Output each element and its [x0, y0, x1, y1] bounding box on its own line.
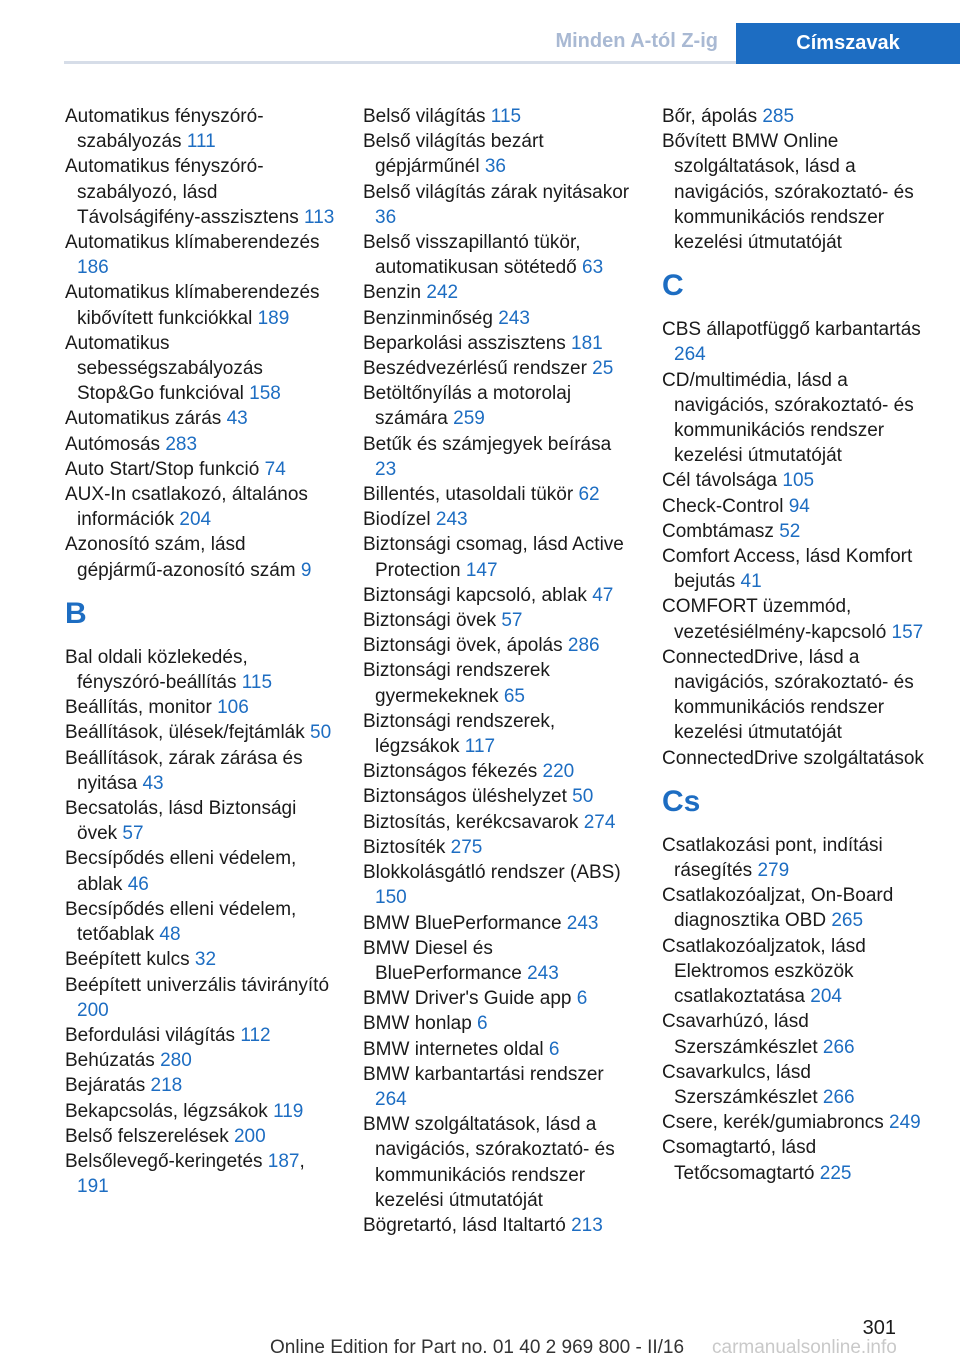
page-link[interactable]: 275: [450, 836, 483, 858]
page-link[interactable]: 105: [782, 470, 815, 492]
index-entry: [363, 709, 633, 759]
index-entry-text: Behúzatás: [65, 1050, 161, 1072]
page-link[interactable]: 57: [122, 823, 144, 845]
index-entry-text: Betöltőnyílás a motorolaj számára: [363, 383, 572, 430]
index-entry-text: Csomagtartó, lásd Tetőcsomagtartó: [662, 1137, 820, 1184]
index-entry: [65, 1073, 335, 1098]
index-entry: [363, 936, 633, 986]
index-entry: [662, 317, 930, 367]
index-entry-text: Becsípődés elleni védelem, tetőablak: [65, 898, 297, 946]
page-link[interactable]: 213: [571, 1214, 603, 1236]
index-entry: [363, 331, 633, 356]
page-link[interactable]: 57: [501, 610, 523, 632]
index-entry-text: Belső visszapillantó tükör, automatikusan sötétedő: [363, 232, 583, 279]
index-entry: [662, 645, 930, 746]
page-link[interactable]: 283: [165, 433, 198, 455]
page-link[interactable]: 106: [217, 697, 249, 719]
index-entry-text: BMW honlap: [363, 1013, 478, 1035]
index-entry: [65, 532, 335, 582]
index-entry: [65, 973, 335, 1023]
index-entry-text: Becsípődés elleni védelem, ablak: [65, 848, 297, 895]
page-link[interactable]: 46: [127, 873, 149, 895]
page-link[interactable]: 115: [490, 106, 522, 127]
page-link[interactable]: 147: [465, 559, 498, 581]
page-link[interactable]: 220: [542, 761, 575, 783]
page-link[interactable]: 158: [249, 383, 281, 405]
page-number: 301: [862, 1317, 896, 1339]
index-entry: [662, 594, 930, 644]
index-entry-text: Bőr, ápolás: [662, 106, 763, 127]
index-entry-text: Csatlakozási pont, indítási rásegítés: [662, 834, 883, 882]
index-entry-text: Biodízel: [363, 509, 436, 531]
index-entry: [662, 519, 930, 544]
header-section-title: Minden A-tól Z-ig: [555, 30, 718, 52]
index-entry-text: Csere, kerék/gumiabroncs: [662, 1112, 890, 1134]
page-link[interactable]: 115: [241, 672, 273, 694]
index-entry: [363, 356, 633, 381]
index-entry: [65, 482, 335, 532]
page-link[interactable]: 243: [435, 509, 468, 531]
index-entry: [65, 746, 335, 796]
index-entry-text: Belső világítás: [363, 106, 491, 127]
index-entry: [363, 633, 633, 658]
index-entry: [662, 368, 930, 469]
index-entry-text: Automatikus fényszóró-szabályozás: [65, 106, 264, 153]
index-entry: [662, 833, 930, 883]
page-link[interactable]: 32: [194, 949, 217, 971]
index-entry: [662, 1009, 930, 1059]
index-entry-text: Automatikus zárás: [65, 408, 227, 430]
index-entry-text: Automatikus klímaberendezés: [65, 232, 320, 254]
index-entry-text: Comfort Access, lásd Komfort bejutás: [662, 546, 913, 593]
page-separator: ,: [299, 1150, 305, 1172]
index-entry-text: AUX-In csatlakozó, általános információk: [65, 484, 308, 531]
index-entry-text: Automatikus klímaberendezés kibővített funkciókkal: [65, 282, 320, 329]
page-link[interactable]: 243: [527, 962, 559, 984]
index-entry: [65, 406, 335, 431]
index-entry: [65, 695, 335, 720]
index-letter-heading: Cs: [662, 784, 701, 818]
index-entry-text: Belsőlevegő-keringetés: [65, 1150, 268, 1172]
index-entry-text: Beszédvezérlésű rendszer: [363, 358, 593, 380]
page-link[interactable]: 243: [498, 307, 530, 329]
index-entry-text: Bejáratás: [65, 1075, 151, 1097]
index-entry: [65, 796, 335, 846]
page-link[interactable]: 157: [891, 621, 924, 643]
index-entry: [65, 1099, 335, 1124]
index-entry: [662, 883, 930, 933]
page-link[interactable]: 43: [142, 772, 164, 794]
index-entry-text: Belső felszerelések: [65, 1125, 234, 1147]
index-entry-text: Biztonsági övek: [363, 610, 502, 632]
index-entry-text: Autómosás: [65, 433, 166, 455]
page-link[interactable]: 243: [566, 912, 599, 934]
index-entry: [363, 759, 633, 784]
index-entry: [363, 180, 633, 230]
index-entry-text: Biztonsági csomag, lásd Active Protection: [363, 534, 624, 581]
index-entry-text: Benzinminőség: [363, 307, 499, 329]
page-link[interactable]: 264: [375, 1088, 407, 1110]
page-link[interactable]: 259: [453, 408, 485, 430]
page-link[interactable]: 186: [77, 257, 109, 279]
page-link[interactable]: 200: [233, 1125, 266, 1147]
index-entry-text: CBS állapotfüggő karbantartás: [662, 319, 921, 341]
index-entry: [363, 1213, 633, 1238]
index-entry: [65, 1048, 335, 1073]
index-entry-text: Befordulási világítás: [65, 1024, 241, 1046]
index-entry-text: Betűk és számjegyek beírása: [363, 433, 612, 455]
page-link[interactable]: 111: [186, 131, 216, 153]
page-link[interactable]: 218: [150, 1075, 183, 1097]
page-link[interactable]: 204: [179, 509, 212, 531]
index-entry: [65, 280, 335, 330]
index-entry-text: Biztonsági rendszerek gyermekeknek: [363, 660, 550, 707]
index-entry-text: Automatikus sebességszabályozás Stop&Go funkcióval: [65, 332, 263, 405]
index-entry: [363, 658, 633, 708]
page-link[interactable]: 285: [762, 106, 795, 127]
page-link[interactable]: 6: [576, 988, 588, 1010]
page-link[interactable]: 74: [264, 458, 286, 480]
index-entry-text: Csavarhúzó, lásd Szerszámkészlet: [662, 1011, 823, 1058]
index-entry: [662, 544, 930, 594]
page-link[interactable]: 191: [77, 1176, 109, 1198]
index-entry-text: BMW internetes oldal: [363, 1038, 549, 1060]
index-entry-text: Belső világítás bezárt gépjárműnél: [363, 131, 544, 178]
index-entry: [363, 1011, 633, 1036]
index-entry: [363, 306, 633, 331]
index-entry: [65, 1124, 335, 1149]
index-entry: [65, 154, 335, 230]
index-entry: [662, 494, 930, 519]
index-entry: [363, 230, 633, 280]
index-entry: [363, 608, 633, 633]
page-link[interactable]: 225: [819, 1162, 852, 1184]
index-entry: [363, 860, 633, 910]
index-entry-text: Cél távolsága: [662, 470, 783, 492]
page-link[interactable]: 249: [889, 1112, 921, 1134]
index-entry: [363, 129, 633, 179]
page-link[interactable]: 65: [503, 685, 525, 707]
page-link[interactable]: 48: [159, 924, 181, 946]
index-entry-text: Automatikus fényszóró-szabályozó, lásd Távolságifény-asszisztens: [65, 156, 305, 228]
index-entry-text: Blokkolásgátló rendszer (ABS): [363, 862, 621, 884]
index-entry: [363, 1062, 633, 1112]
index-entry-text: BMW karbantartási rendszer: [363, 1063, 604, 1085]
page-link[interactable]: 50: [572, 786, 594, 808]
index-entry-text: Biztonságos fékezés: [363, 761, 543, 783]
index-entry-text: Benzin: [363, 282, 427, 304]
page-link[interactable]: 9: [300, 559, 312, 581]
index-entry: [65, 230, 335, 280]
index-entry: [65, 432, 335, 457]
page-link[interactable]: 112: [240, 1024, 271, 1046]
index-entry-text: ConnectedDrive szolgáltatások: [662, 747, 924, 769]
index-entry-text: Biztosítás, kerékcsavarok: [363, 811, 584, 833]
index-entry-text: Biztonsági rendszerek, légzsákok: [363, 710, 556, 758]
index-entry-text: Beparkolási asszisztens: [363, 332, 572, 354]
index-entry: [363, 507, 633, 532]
index-entry-text: CD/multimédia, lásd a navigációs, szórakoztató- és kommunikációs rendszer kezelési útmutatóját: [662, 369, 914, 467]
page-link[interactable]: 279: [757, 860, 790, 882]
page-link[interactable]: 117: [464, 736, 496, 758]
page-link[interactable]: 264: [674, 344, 706, 366]
index-entry-text: ConnectedDrive, lásd a navigációs, szórakoztató- és kommunikációs rendszer kezelési útmutatóját: [662, 646, 914, 744]
page-link[interactable]: 200: [77, 999, 109, 1021]
page-link[interactable]: 187: [267, 1150, 300, 1172]
index-entry-text: Becsatolás, lásd Biztonsági övek: [65, 798, 297, 845]
index-entry-text: BMW BluePerformance: [363, 912, 567, 934]
index-entry: [65, 846, 335, 896]
index-entry-text: Biztonsági övek, ápolás: [363, 635, 568, 657]
index-entry-text: Beállítás, monitor: [65, 697, 218, 719]
index-entry: [363, 280, 633, 305]
page-link[interactable]: 204: [810, 986, 842, 1008]
page-link[interactable]: 266: [822, 1086, 855, 1108]
index-column-1: [65, 104, 335, 1199]
index-entry: [662, 129, 930, 255]
page-link[interactable]: 242: [426, 282, 459, 304]
page-link[interactable]: 189: [257, 307, 290, 329]
index-entry: [662, 1110, 930, 1135]
index-entry: [65, 947, 335, 972]
index-entry-text: Check-Control: [662, 495, 789, 517]
page-link[interactable]: 62: [578, 484, 600, 506]
index-entry: [65, 1149, 335, 1199]
index-entry: [363, 784, 633, 809]
page-link[interactable]: 113: [304, 206, 335, 228]
page-link[interactable]: 265: [831, 910, 864, 932]
index-entry: [65, 331, 335, 407]
page-link[interactable]: 47: [592, 584, 614, 606]
index-entry-text: Csavarkulcs, lásd Szerszámkészlet: [662, 1061, 823, 1108]
index-entry: [65, 457, 335, 482]
page-link[interactable]: 52: [779, 520, 801, 542]
index-entry: [363, 532, 633, 582]
page-link[interactable]: 25: [592, 358, 614, 380]
page-link[interactable]: 50: [310, 722, 332, 744]
page-link[interactable]: 266: [822, 1036, 855, 1058]
index-entry: [662, 746, 930, 771]
index-entry-text: Beépített univerzális távirányító: [65, 974, 330, 996]
index-entry: [363, 1037, 633, 1062]
index-entry-text: Azonosító szám, lásd gépjármű-azonosító szám: [65, 534, 301, 581]
index-entry-text: Bekapcsolás, légzsákok: [65, 1100, 274, 1122]
page-link[interactable]: 6: [548, 1038, 560, 1060]
index-entry: [363, 482, 633, 507]
index-column-3: [662, 104, 930, 1186]
page-link[interactable]: 181: [571, 332, 603, 354]
index-entry: [662, 1060, 930, 1110]
index-entry: [65, 1023, 335, 1048]
index-letter-heading: C: [662, 269, 684, 303]
index-entry: [65, 720, 335, 745]
page-link[interactable]: 36: [484, 156, 506, 178]
index-entry: [363, 986, 633, 1011]
index-entry-text: Csatlakozóaljzatok, lásd Elektromos eszközök csatlakoztatása: [662, 935, 866, 1008]
page-link[interactable]: 6: [477, 1013, 488, 1035]
index-entry: [363, 583, 633, 608]
index-entry-text: Beállítások, ülések/fejtámlák: [65, 722, 311, 744]
index-entry: [662, 468, 930, 493]
page-link[interactable]: 63: [582, 257, 604, 279]
page-link[interactable]: 94: [788, 495, 810, 517]
page-link[interactable]: 286: [567, 635, 600, 657]
watermark: carmanualsonline.info: [712, 1337, 897, 1358]
index-entry-text: Biztonsági kapcsoló, ablak: [363, 584, 593, 606]
page-link[interactable]: 43: [226, 408, 248, 430]
index-entry: [363, 835, 633, 860]
index-entry: [65, 104, 335, 154]
index-entry: [662, 104, 930, 129]
index-entry-text: Bal oldali közlekedés, fényszóró-beállítás: [65, 646, 248, 694]
index-entry-text: Biztonságos üléshelyzet: [363, 786, 573, 808]
page-link[interactable]: 41: [740, 571, 762, 593]
index-column-2: [363, 104, 633, 1238]
page-link[interactable]: 119: [273, 1100, 304, 1122]
index-entry: [363, 381, 633, 431]
index-entry-text: Auto Start/Stop funkció: [65, 458, 265, 480]
index-entry-text: Belső világítás zárak nyitásakor: [363, 181, 630, 203]
index-entry-text: BMW szolgáltatások, lásd a navigációs, szórakoztató- és kommunikációs rendszer kezelési útmutatóját: [363, 1114, 615, 1211]
page-link[interactable]: 274: [583, 811, 616, 833]
index-entry-text: Beépített kulcs: [65, 949, 195, 971]
index-entry: [363, 810, 633, 835]
index-entry-text: COMFORT üzemmód, vezetésiélmény-kapcsoló: [662, 596, 892, 643]
header-tab: Címszavak: [736, 23, 960, 64]
index-entry-text: Biztosíték: [363, 836, 451, 858]
index-letter-heading: B: [65, 596, 87, 630]
index-entry-text: BMW Diesel és BluePerformance: [363, 937, 528, 984]
index-entry-text: BMW Driver's Guide app: [363, 988, 577, 1010]
index-entry: [662, 934, 930, 1010]
page-link[interactable]: 36: [375, 206, 397, 228]
page-link[interactable]: 23: [375, 458, 397, 480]
index-entry: [65, 645, 335, 695]
index-entry-text: Beállítások, zárak zárása és nyitása: [65, 747, 303, 794]
index-entry: [363, 911, 633, 936]
index-entry: [662, 1135, 930, 1185]
index-entry-text: Csatlakozóaljzat, On-Board diagnosztika OBD: [662, 885, 894, 932]
index-entry-text: Bögretartó, lásd Italtartó: [363, 1214, 572, 1236]
page-link[interactable]: 280: [160, 1050, 192, 1072]
index-entry-text: Bővített BMW Online szolgáltatások, lásd a navigációs, szórakoztató- és kommunikációs rendszer kezelési útmutatóját: [662, 131, 914, 254]
page-link[interactable]: 150: [375, 887, 407, 909]
index-entry: [363, 104, 633, 129]
index-entry: [363, 1112, 633, 1213]
footer-edition: Online Edition for Part no. 01 40 2 969 800 - II/16: [270, 1337, 685, 1358]
index-entry: [363, 432, 633, 482]
index-entry-text: Billentés, utasoldali tükör: [363, 484, 579, 506]
index-entry-text: Combtámasz: [662, 520, 780, 542]
index-entry: [65, 897, 335, 947]
